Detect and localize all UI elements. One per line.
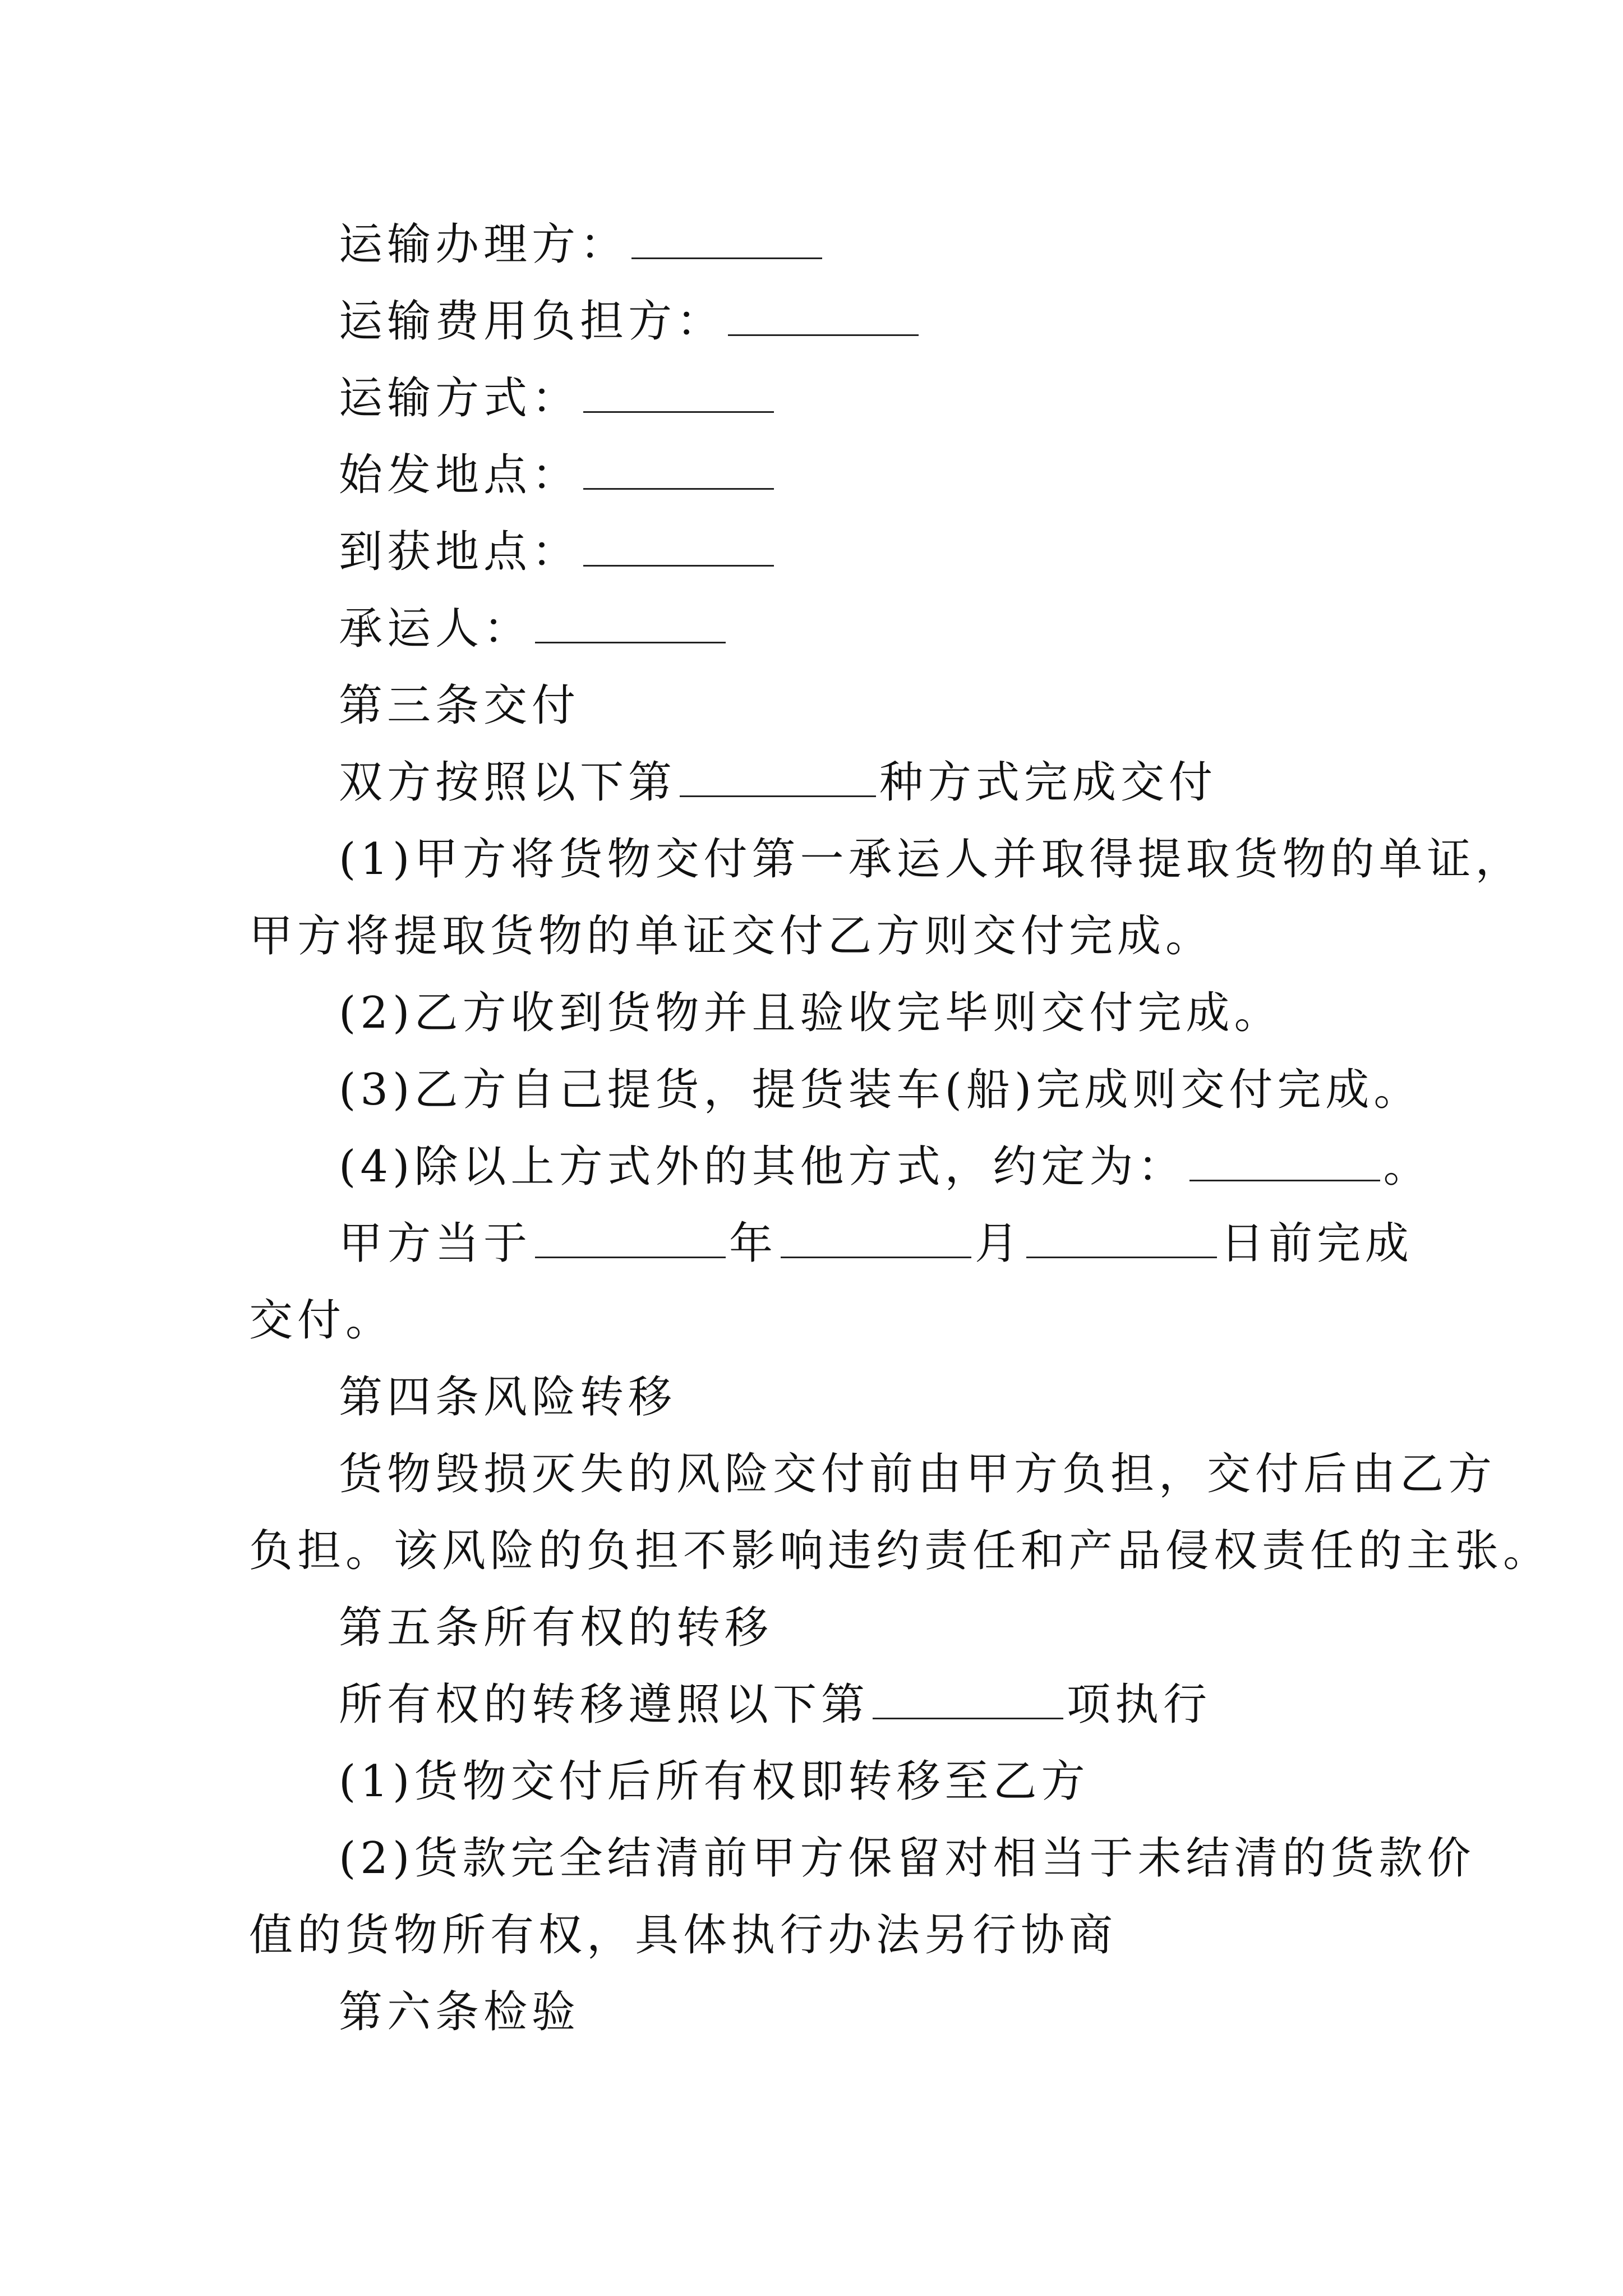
departure-place-label: 始发地点： <box>339 450 580 500</box>
article-3-intro-text-b: 种方式完成交付 <box>879 757 1218 808</box>
article-5-option-2-line-2: 值的货物所有权，具体执行办法另行协商 <box>249 1910 1118 1961</box>
article-3-option-4-end: 。 <box>1383 1142 1432 1192</box>
article-4-line-1: 货物毁损灭失的风险交付前由甲方负担，交付后由乙方 <box>339 1449 1497 1499</box>
article-3-intro-text-a: 双方按照以下第 <box>339 757 677 808</box>
article-3-option-1-line-2: 甲方将提取货物的单证交付乙方则交付完成。 <box>249 911 1214 961</box>
article-5-intro-blank <box>873 1683 1063 1719</box>
deadline-year-blank <box>535 1222 726 1258</box>
article-3-option-4-text: (4)除以上方式外的其他方式，约定为： <box>339 1142 1186 1192</box>
article-3-option-3: (3)乙方自己提货，提货装车(船)完成则交付完成。 <box>339 1065 1422 1115</box>
departure-place-blank <box>583 453 774 490</box>
carrier-line <box>249 591 1387 668</box>
article-3-intro-blank <box>680 761 876 797</box>
article-5-intro <box>249 1667 1387 1743</box>
document-body <box>249 206 1552 2051</box>
transport-handler-label: 运输办理方： <box>339 219 629 270</box>
article-3-option-2: (2)乙方收到货物并且验收完毕则交付完成。 <box>339 988 1283 1038</box>
article-3-option-1-line-1: (1)甲方将货物交付第一承运人并取得提取货物的单证， <box>339 834 1524 885</box>
transport-fee-payer-line <box>249 283 1387 360</box>
transport-handler-line <box>249 206 1387 283</box>
article-5-intro-text-a: 所有权的转移遵照以下第 <box>339 1680 870 1730</box>
article-3-option-4-blank <box>1189 1145 1380 1181</box>
article-4-line-2: 负担。该风险的负担不影响违约责任和产品侵权责任的主张。 <box>249 1526 1552 1576</box>
deadline-text: 甲方当于 <box>339 1218 532 1269</box>
deadline-day-blank <box>1026 1222 1217 1258</box>
deadline-day-label: 日前完成 <box>1220 1218 1414 1269</box>
article-3-intro <box>249 744 1387 821</box>
transport-fee-payer-blank <box>728 300 919 336</box>
arrival-place-line <box>249 514 1387 591</box>
deadline-month-label: 月 <box>975 1218 1023 1269</box>
article-5-option-2-line-1: (2)货款完全结清前甲方保留对相当于未结清的货款价 <box>339 1833 1476 1884</box>
transport-method-blank <box>583 376 774 413</box>
carrier-blank <box>535 607 726 643</box>
arrival-place-label: 到获地点： <box>339 527 580 577</box>
transport-handler-blank <box>631 223 822 259</box>
deadline-month-blank <box>781 1222 971 1258</box>
article-4-title: 第四条风险转移 <box>339 1372 677 1423</box>
transport-method-label: 运输方式： <box>339 373 580 424</box>
carrier-label: 承运人： <box>339 604 532 654</box>
transport-fee-payer-label: 运输费用负担方： <box>339 296 725 347</box>
article-3-title: 第三条交付 <box>339 680 580 731</box>
article-3-deadline-line-1 <box>249 1205 1414 1282</box>
arrival-place-blank <box>583 530 774 567</box>
deadline-year-label: 年 <box>729 1218 778 1269</box>
article-5-title: 第五条所有权的转移 <box>339 1603 773 1653</box>
article-5-intro-text-b: 项执行 <box>1067 1680 1212 1730</box>
article-3-option-4 <box>249 1129 1432 1205</box>
article-3-deadline-line-2: 交付。 <box>249 1295 394 1346</box>
article-6-title: 第六条检验 <box>339 1987 580 2037</box>
article-5-option-1: (1)货物交付后所有权即转移至乙方 <box>339 1756 1090 1807</box>
departure-place-line <box>249 437 1387 514</box>
transport-method-line <box>249 360 1387 437</box>
